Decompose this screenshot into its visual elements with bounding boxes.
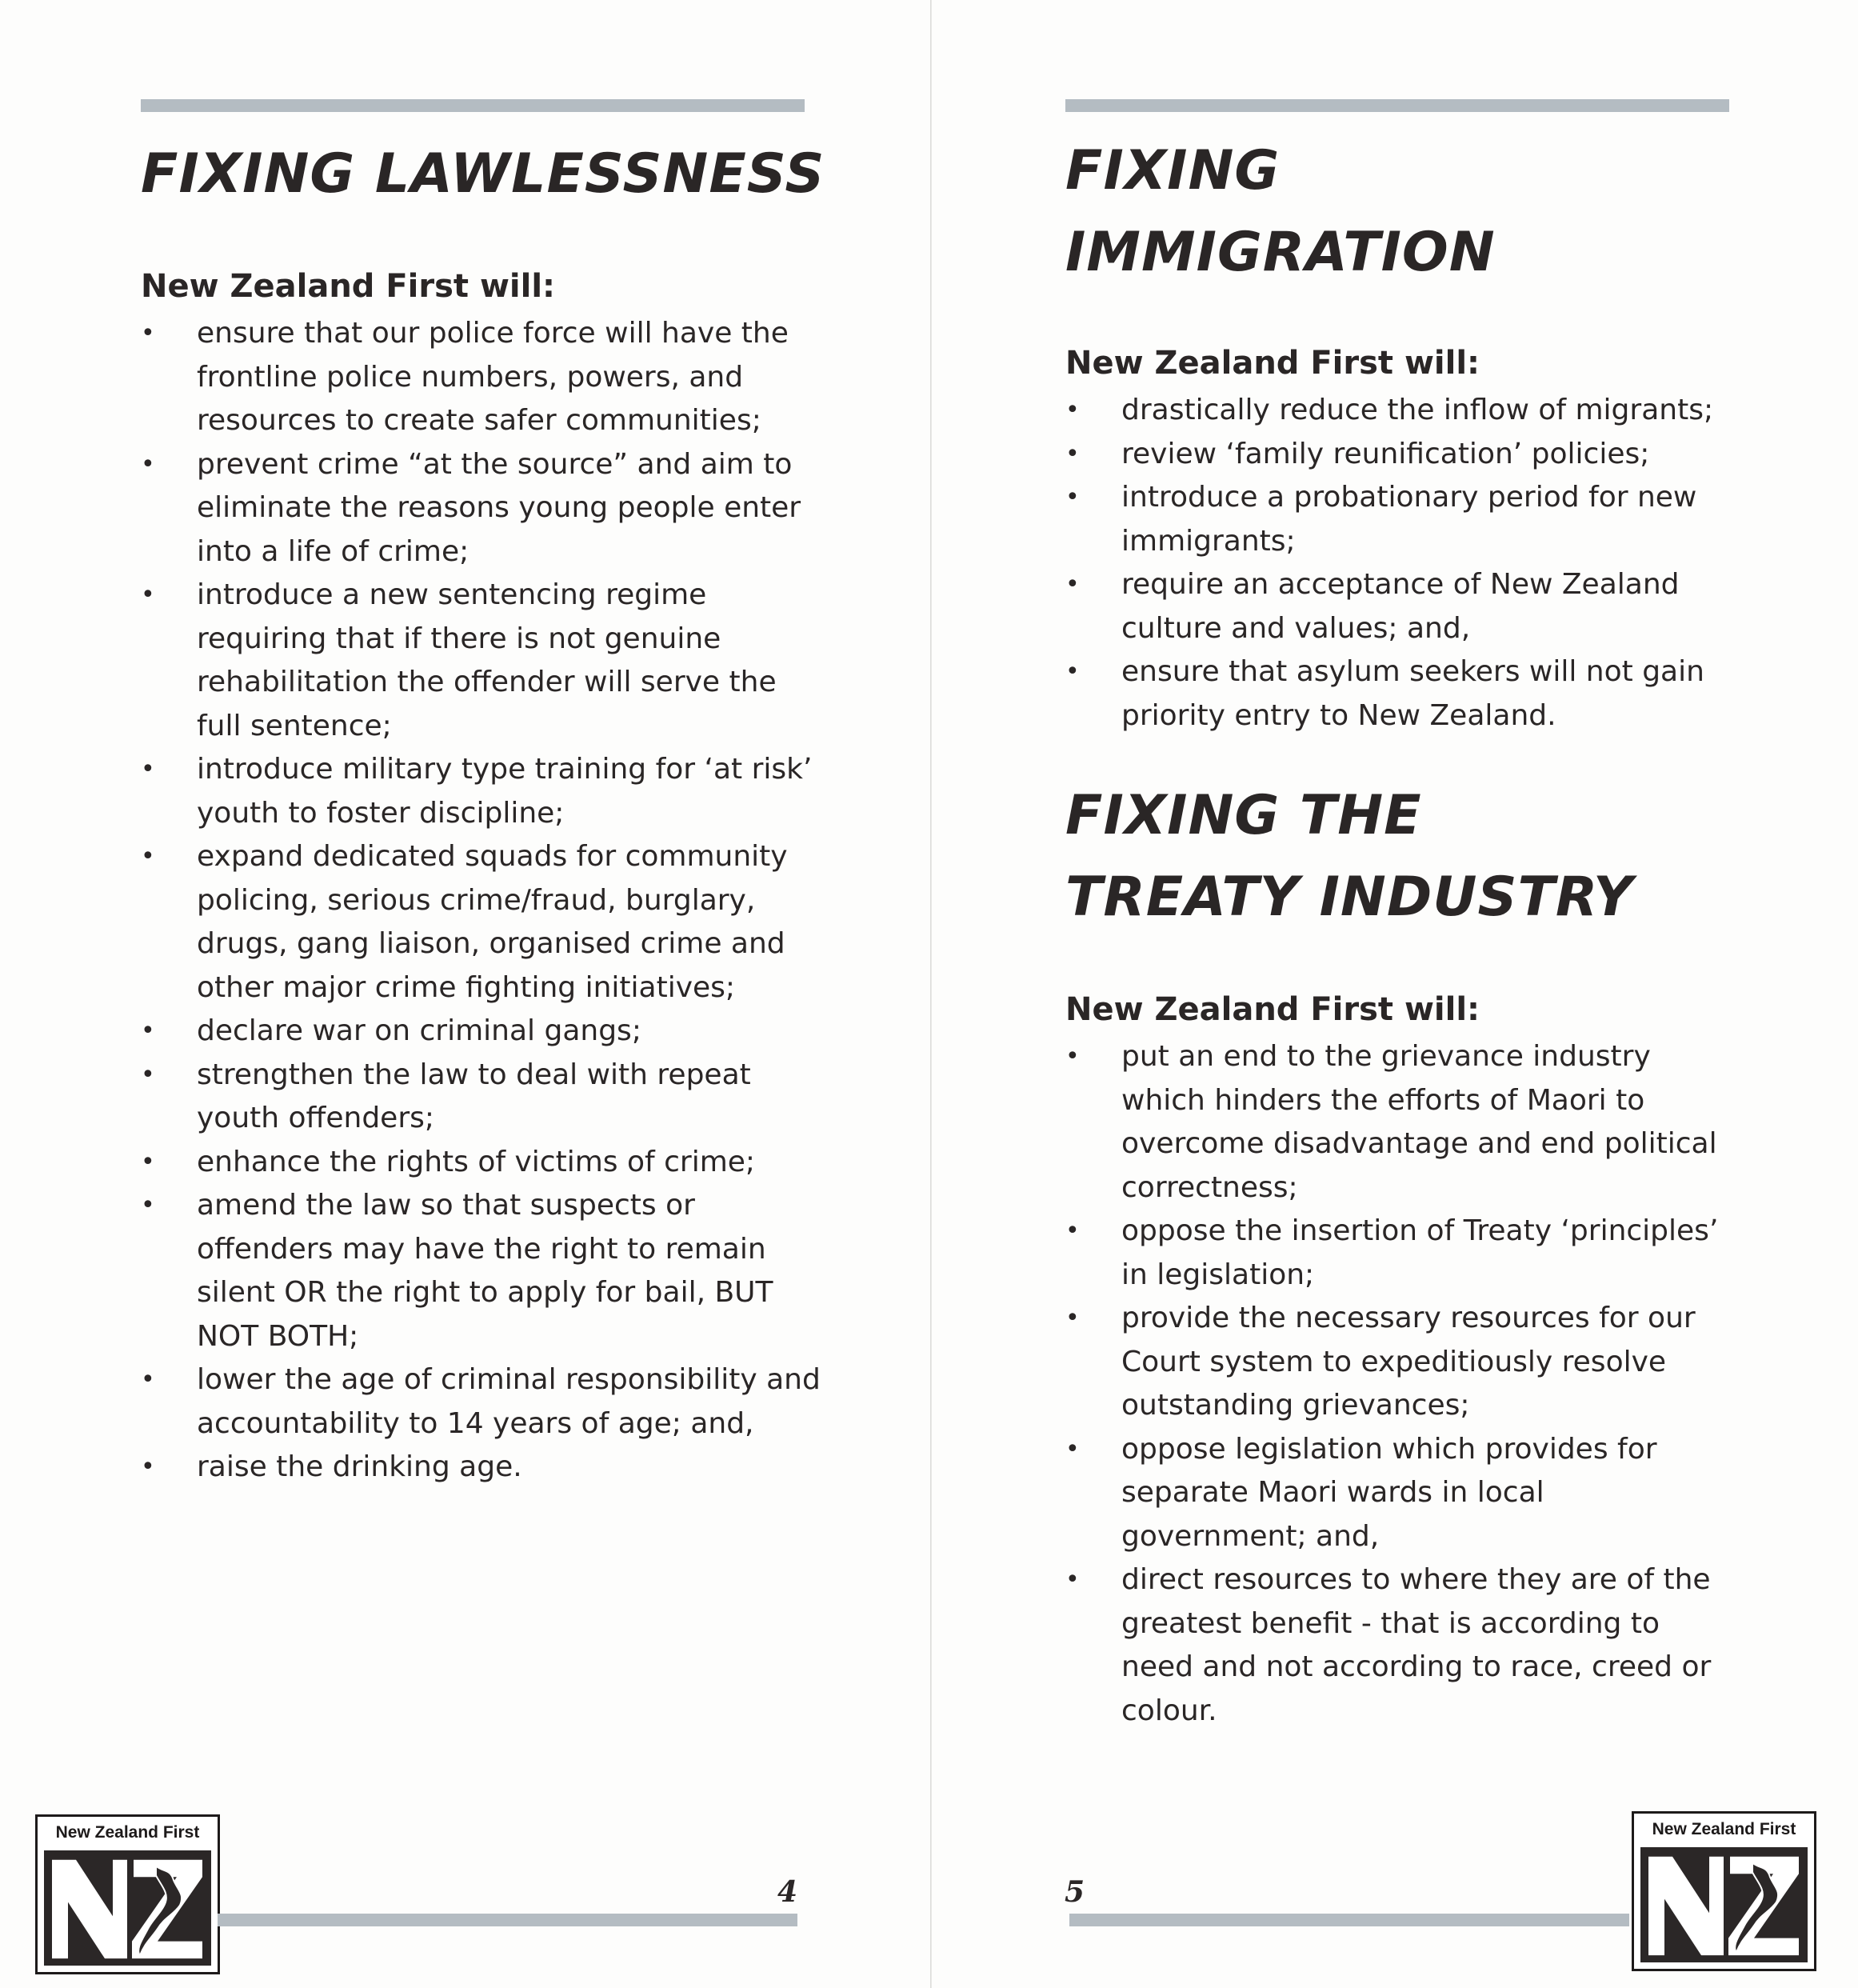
logo-badge [1632, 1811, 1816, 1971]
section-title-immigration-line2: IMMIGRATION [1065, 221, 1496, 284]
logo-label: New Zealand First [55, 1823, 200, 1842]
list-item: • lower the age of criminal responsibility and accountability to 14 years of age; and, [141, 1358, 821, 1446]
list-item: • prevent crime “at the source” and aim to eliminate the reasons young people enter into a life of crime; [141, 443, 821, 574]
page-number: 4 [777, 1875, 798, 1909]
logo-label: New Zealand First [1652, 1820, 1796, 1838]
list-item: • oppose legislation which provides for separate Maori wards in local government; and, [1065, 1428, 1729, 1559]
list-item: • raise the drinking age. [141, 1446, 821, 1490]
list-item: • require an acceptance of New Zealand culture and values; and, [1065, 563, 1729, 650]
list-item: • provide the necessary resources for our Court system to expeditiously resolve outstanding grievances; [1065, 1297, 1729, 1428]
top-rule [141, 99, 805, 112]
lawlessness-list [141, 312, 821, 1490]
treaty-list [1065, 1035, 1729, 1733]
list-item: • expand dedicated squads for community policing, serious crime/fraud, burglary, drugs, gang liaison, organised crime and other major crime fighting initiatives; [141, 835, 821, 1010]
list-item: • review ‘family reunification’ policies; [1065, 433, 1729, 477]
list-item: • put an end to the grievance industry which hinders the efforts of Maori to overcome disadvantage and end political correctness; [1065, 1035, 1729, 1210]
section-title-lawlessness: FIXING LAWLESSNESS [141, 142, 825, 206]
new-zealand-first-logo-icon [1640, 1847, 1808, 1962]
list-item: • strengthen the law to deal with repeat youth offenders; [141, 1054, 821, 1141]
immigration-list [1065, 389, 1729, 738]
list-item: • introduce a new sentencing regime requiring that if there is not genuine rehabilitation the offender will serve the full sentence; [141, 574, 821, 748]
bottom-rule [218, 1914, 797, 1926]
section-title-immigration-line1: FIXING [1065, 139, 1281, 202]
list-item: • introduce a probationary period for new immigrants; [1065, 476, 1729, 563]
page-number: 5 [1065, 1875, 1085, 1909]
list-item: • introduce military type training for ‘at risk’ youth to foster discipline; [141, 748, 821, 835]
list-item: • ensure that asylum seekers will not gain priority entry to New Zealand. [1065, 650, 1729, 738]
list-item: • oppose the insertion of Treaty ‘principles’ in legislation; [1065, 1210, 1729, 1297]
section-title-treaty-line1: FIXING THE [1065, 784, 1422, 847]
list-item: • declare war on criminal gangs; [141, 1010, 821, 1054]
list-item: • amend the law so that suspects or offenders may have the right to remain silent OR the right to apply for bail, BUT NOT BOTH; [141, 1184, 821, 1358]
section-title-treaty-line2: TREATY INDUSTRY [1065, 866, 1634, 929]
list-item: • enhance the rights of victims of crime; [141, 1141, 821, 1185]
section-intro: New Zealand First will: [141, 268, 556, 305]
bottom-rule [1069, 1914, 1629, 1926]
new-zealand-first-logo-icon [44, 1850, 211, 1966]
logo-badge [35, 1814, 220, 1974]
list-item: • direct resources to where they are of the greatest benefit - that is according to need and not according to race, creed or colour. [1065, 1558, 1729, 1733]
top-rule [1065, 99, 1729, 112]
right-page [932, 0, 1858, 1988]
section-intro: New Zealand First will: [1065, 991, 1480, 1028]
list-item: • drastically reduce the inflow of migrants; [1065, 389, 1729, 433]
section-intro: New Zealand First will: [1065, 345, 1480, 382]
list-item: • ensure that our police force will have the frontline police numbers, powers, and resources to create safer communities; [141, 312, 821, 443]
